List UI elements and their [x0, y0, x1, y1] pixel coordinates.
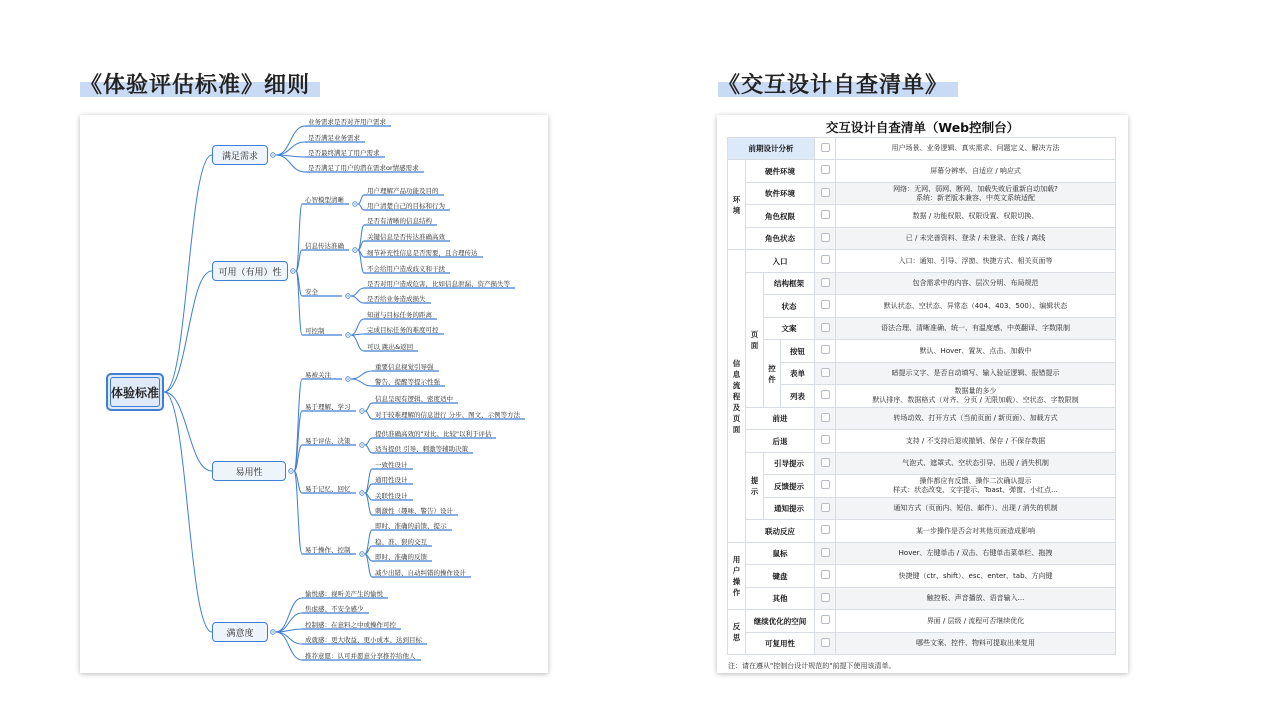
checkbox[interactable]	[821, 390, 830, 399]
table-row	[728, 498, 1116, 520]
leaf-node: 关联性设计	[375, 492, 408, 500]
row-label: 软件环境	[746, 183, 815, 205]
checkbox[interactable]	[821, 525, 830, 534]
connector-curve	[276, 598, 302, 632]
checkbox-cell[interactable]	[815, 520, 836, 543]
row-desc: 气泡式、遮罩式、空状态引导、出现 / 消失机制	[836, 453, 1116, 475]
checkbox[interactable]	[821, 615, 830, 624]
checkbox[interactable]	[821, 323, 830, 332]
checkbox[interactable]	[821, 255, 830, 264]
table-row	[728, 633, 1116, 655]
connector-curve	[358, 204, 364, 210]
right-heading: 《交互设计自查清单》	[718, 73, 949, 98]
group-label: 信息流程及页面	[732, 358, 741, 434]
row-label: 可复用性	[746, 633, 815, 655]
checkbox[interactable]	[821, 233, 830, 242]
leaf-node: 完成目标任务的难度可控	[367, 326, 439, 334]
checkbox-cell[interactable]	[815, 295, 836, 318]
row-desc: 默认状态、空状态、异常态（404、403、500）、编辑状态	[836, 295, 1116, 318]
leaf-node: 安全	[305, 288, 318, 296]
table-row	[728, 385, 1116, 408]
row-desc: Hover、左键单击 / 双击、右键单击菜单栏、拖拽	[836, 543, 1116, 565]
row-label: 角色状态	[746, 228, 815, 250]
checkbox[interactable]	[821, 570, 830, 579]
connector-curve	[351, 379, 372, 386]
row-desc: 已 / 未完善资料、登录 / 未登录、在线 / 离线	[836, 228, 1116, 250]
desc-line: 默认排序、数据格式（对齐、分页 / 无限加载）、空状态、字数限制	[872, 396, 1079, 404]
row-desc: 某一步操作是否会对其他页面造成影响	[836, 520, 1116, 543]
row-desc: 包含需求中的内容、层次分明、布局规范	[836, 273, 1116, 295]
group-ctrl	[764, 340, 781, 408]
checkbox-cell[interactable]	[815, 385, 836, 408]
connector-curve	[351, 319, 364, 335]
root-node[interactable]	[106, 373, 164, 411]
row-desc: 暗提示文字、是否自动填写、输入验证逻辑、报错提示	[836, 363, 1116, 385]
row-label: 文案	[764, 318, 815, 340]
checkbox-cell[interactable]	[815, 498, 836, 520]
checkbox[interactable]	[821, 458, 830, 467]
table-row	[728, 588, 1116, 610]
row-desc: 转场动效、打开方式（当前页面 / 新页面）、加载方式	[836, 408, 1116, 430]
row-label: 后退	[746, 430, 815, 453]
connector-curve	[164, 392, 212, 632]
table-row	[728, 205, 1116, 228]
checkbox-cell[interactable]	[815, 543, 836, 565]
leaf-node: 通用性设计	[375, 476, 408, 484]
table-row	[728, 228, 1116, 250]
group-info	[728, 250, 746, 543]
checkbox-cell[interactable]	[815, 273, 836, 295]
row-label: 前进	[746, 408, 815, 430]
connector-curve	[164, 271, 212, 392]
checkbox-cell[interactable]	[815, 183, 836, 205]
leaf-node: 信息传达准确	[305, 242, 344, 250]
table-row	[728, 160, 1116, 183]
row-desc: 数据 / 功能权限、权限设置、权限切换、	[836, 205, 1116, 228]
row-desc: 用户场景、业务逻辑、真实需求、问题定义、解决方法	[836, 138, 1116, 160]
row-desc: 界面 / 层级 / 流程可否继续优化	[836, 610, 1116, 633]
leaf-node: 刺激性（趣味、警告）设计	[375, 507, 453, 515]
leaf-node: 成就感：更大收益、更小成本、达到目标	[305, 636, 422, 644]
checkbox[interactable]	[821, 413, 830, 422]
checkbox[interactable]	[821, 480, 830, 489]
leaf-node: 适当提供 引导、刺激等辅助决策	[375, 445, 469, 453]
checkbox-cell[interactable]	[815, 318, 836, 340]
group-op	[728, 543, 746, 610]
leaf-node: 业务需求是否对齐用户需求	[308, 118, 386, 126]
row-label: 引导提示	[764, 453, 815, 475]
connector-curve	[164, 392, 212, 471]
group-label: 控件	[768, 363, 776, 384]
row-label: 按钮	[781, 340, 815, 363]
checkbox-cell[interactable]	[815, 340, 836, 363]
row-label: 列表	[781, 385, 815, 408]
connector-curve	[365, 403, 372, 411]
row-desc	[836, 475, 1116, 498]
group-label: 反思	[732, 622, 741, 642]
checkbox[interactable]	[821, 165, 830, 174]
leaf-node: 易于理解、学习	[305, 403, 351, 411]
row-label: 硬件环境	[746, 160, 815, 183]
leaf-node: 易于评估、决策	[305, 437, 351, 445]
row-label: 键盘	[746, 565, 815, 588]
connector-curve	[276, 155, 305, 172]
category-node[interactable]	[212, 622, 268, 642]
leaf-node: 可控制	[305, 327, 325, 335]
checkbox-cell[interactable]	[815, 565, 836, 588]
leaf-node: 易于操作、控制	[305, 546, 351, 554]
leaf-node: 提供准确高效的"对比、比较"以利于评估	[375, 430, 492, 438]
group-tip	[746, 453, 764, 520]
leaf-node: 细节补充性信息是否需要，且合理传达	[367, 249, 478, 257]
leaf-node: 是否最终满足了用户需求	[308, 149, 380, 157]
row-desc: 快捷键（ctr、shift）、esc、enter、tab、方向键	[836, 565, 1116, 588]
row-label: 鼠标	[746, 543, 815, 565]
row-desc: 默认、Hover、置灰、点击、加载中	[836, 340, 1116, 363]
checkbox-cell[interactable]	[815, 475, 836, 498]
checkbox[interactable]	[821, 503, 830, 512]
leaf-node: 是否满足业务需求	[308, 134, 360, 142]
group-reflect	[728, 610, 746, 655]
leaf-node: 是否满足了用户的潜在需求or情感需求	[308, 164, 419, 172]
table-row	[728, 250, 1116, 273]
checkbox-cell[interactable]	[815, 205, 836, 228]
table-row	[728, 453, 1116, 475]
checkbox[interactable]	[821, 188, 830, 197]
checkbox[interactable]	[821, 638, 830, 647]
row-label: 反馈提示	[764, 475, 815, 498]
table-row	[728, 273, 1116, 295]
table-row	[728, 543, 1116, 565]
checkbox[interactable]	[821, 593, 830, 602]
left-heading: 《体验评估标准》细则	[80, 73, 311, 98]
checkbox[interactable]	[821, 368, 830, 377]
category-node[interactable]	[212, 461, 286, 481]
leaf-node: 易于记忆、回忆	[305, 485, 351, 493]
connector-curve	[365, 445, 372, 453]
leaf-node: 推荐意愿：认可并愿意分享推荐给他人	[305, 652, 416, 660]
row-label: 联动反应	[746, 520, 815, 543]
node-label: 易用性	[235, 467, 263, 478]
leaf-node: 愉悦感：视听美产生的愉悦	[305, 590, 383, 598]
row-label: 其他	[746, 588, 815, 610]
table-row	[728, 520, 1116, 543]
checkbox[interactable]	[821, 345, 830, 354]
leaf-node: 即时、准确的反馈	[375, 553, 427, 561]
table-row	[728, 295, 1116, 318]
leaf-node: 控制感：在意料之中或操作可控	[305, 621, 396, 629]
category-node[interactable]	[212, 261, 288, 281]
desc-line: 操作都应有反馈、操作二次确认提示	[919, 477, 1032, 485]
group-page	[746, 273, 764, 408]
leaf-node: 可以 跳出&返回	[367, 343, 414, 351]
group-label: 用户操作	[732, 555, 741, 597]
checkbox[interactable]	[821, 278, 830, 287]
leaf-node: 稳、准、狠的交互	[375, 538, 427, 546]
group-label: 页面	[750, 330, 759, 350]
checkbox-cell[interactable]	[815, 363, 836, 385]
table-row	[728, 475, 1116, 498]
node-label: 可用（有用）性	[218, 267, 282, 278]
checkbox[interactable]	[821, 300, 830, 309]
row-desc	[836, 385, 1116, 408]
connector-curve	[351, 288, 364, 296]
leaf-node: 减少出错、自动纠错的操作设计	[375, 569, 466, 577]
connector-curve	[365, 411, 372, 419]
connector-curve	[351, 335, 364, 351]
connector-curve	[276, 632, 302, 644]
table-row	[728, 138, 1116, 160]
leaf-node: 知道与目标任务的距离	[367, 311, 432, 319]
checklist-title: 交互设计自查清单（Web控制台）	[825, 120, 1020, 135]
leaf-node: 用户理解产品功能及目的	[367, 187, 439, 195]
group-env	[728, 160, 746, 250]
row-label: 表单	[781, 363, 815, 385]
table-row	[728, 565, 1116, 588]
connector-curve	[365, 438, 372, 445]
row-label: 结构框架	[764, 273, 815, 295]
table-row	[728, 340, 1116, 363]
row-desc: 哪些文案、控件、物料可提取出来复用	[836, 633, 1116, 655]
leaf-node: 信息呈现有逻辑、密度适中	[375, 395, 453, 403]
connector-curve	[358, 195, 364, 204]
leaf-node: 即时、准确的前馈、提示	[375, 522, 447, 530]
row-desc: 屏幕分辨率、自适应 / 响应式	[836, 160, 1116, 183]
table-row	[728, 318, 1116, 340]
leaf-node: 是否给业务造成损失	[367, 295, 426, 303]
row-desc: 入口：通知、引导、浮窗、快捷方式、相关页面等	[836, 250, 1116, 273]
desc-line: 样式：状态改变、文字提示、Toast、弹窗、小红点...	[893, 486, 1058, 494]
checkbox[interactable]	[821, 143, 830, 152]
footnote: 注：请在遵从"控制台设计规范的"前提下使用该清单。	[728, 662, 896, 670]
checkbox[interactable]	[821, 210, 830, 219]
table-row	[728, 363, 1116, 385]
node-label: 体验标准	[110, 385, 159, 400]
node-label: 满意度	[226, 628, 254, 639]
row-desc: 语法合理、清晰准确、统一、有温度感、中英翻译、字数限制	[836, 318, 1116, 340]
leaf-node: 不会给用户造成歧义和干扰	[367, 265, 445, 273]
connector-curve	[276, 142, 305, 155]
checkbox-cell[interactable]	[815, 250, 836, 273]
checkbox-cell[interactable]	[815, 138, 836, 160]
checkbox-cell[interactable]	[815, 610, 836, 633]
table-row	[728, 408, 1116, 430]
checkbox-cell[interactable]	[815, 228, 836, 250]
checklist-panel	[717, 115, 1128, 673]
checklist-table	[727, 137, 1116, 655]
row-desc: 支持 / 不支持后退或撤销、保存 / 不保存数据	[836, 430, 1116, 453]
table-row	[728, 183, 1116, 205]
leaf-node: 对于较难理解的信息进行 分步、图文、示例等方法	[375, 411, 521, 419]
table-row	[728, 430, 1116, 453]
desc-line: 网络：无网、弱网、断网、加载失败后重新自动加载?	[893, 184, 1058, 193]
leaf-node: 警告、提醒等提示性强	[375, 378, 440, 386]
leaf-node: 用户清楚自己的目标和行为	[367, 202, 445, 210]
checkbox-cell[interactable]	[815, 633, 836, 655]
leaf-node: 一致性设计	[375, 461, 408, 469]
leaf-node: 是否对用户造成危害，比如信息泄漏、资产损失等	[367, 280, 510, 288]
checkbox[interactable]	[821, 435, 830, 444]
leaf-node: 是否有清晰的信息结构	[367, 217, 432, 225]
leaf-node: 焦虑感、不安全感少	[305, 605, 364, 613]
desc-line: 系统：新老版本兼容、中英文系统适配	[916, 193, 1035, 202]
mindmap-panel	[80, 115, 548, 673]
category-node[interactable]	[212, 145, 268, 165]
row-label: 继续优化的空间	[746, 610, 815, 633]
row-label: 角色权限	[746, 205, 815, 228]
row-label: 状态	[764, 295, 815, 318]
row-label: 入口	[746, 250, 815, 273]
table-row	[728, 610, 1116, 633]
checkbox[interactable]	[821, 548, 830, 557]
row-desc: 触控板、声音播放、语音输入...	[836, 588, 1116, 610]
checkbox-cell[interactable]	[815, 588, 836, 610]
leaf-node: 重要信息视觉引导强	[375, 363, 434, 371]
checkbox-cell[interactable]	[815, 408, 836, 430]
checkbox-cell[interactable]	[815, 430, 836, 453]
row-desc: 通知方式（页面内、短信、邮件）、出现 / 消失的机制	[836, 498, 1116, 520]
row-desc	[836, 183, 1116, 205]
desc-line: 数据量的多少	[954, 387, 997, 395]
checkbox-cell[interactable]	[815, 160, 836, 183]
connector-curve	[276, 126, 305, 155]
row-label: 前期设计分析	[728, 138, 815, 160]
leaf-node: 心智模型清晰	[305, 196, 344, 204]
checkbox-cell[interactable]	[815, 453, 836, 475]
row-label: 通知提示	[764, 498, 815, 520]
leaf-node: 易被关注	[305, 371, 331, 379]
connector-curve	[276, 632, 302, 660]
connector-curve	[164, 155, 212, 392]
leaf-node: 关键信息是否传达准确高效	[367, 233, 445, 241]
node-label: 满足需求	[221, 151, 258, 162]
group-label: 提示	[750, 476, 759, 496]
connector-curve	[351, 296, 364, 303]
group-label: 环境	[732, 194, 741, 215]
connector-curve	[351, 371, 372, 379]
